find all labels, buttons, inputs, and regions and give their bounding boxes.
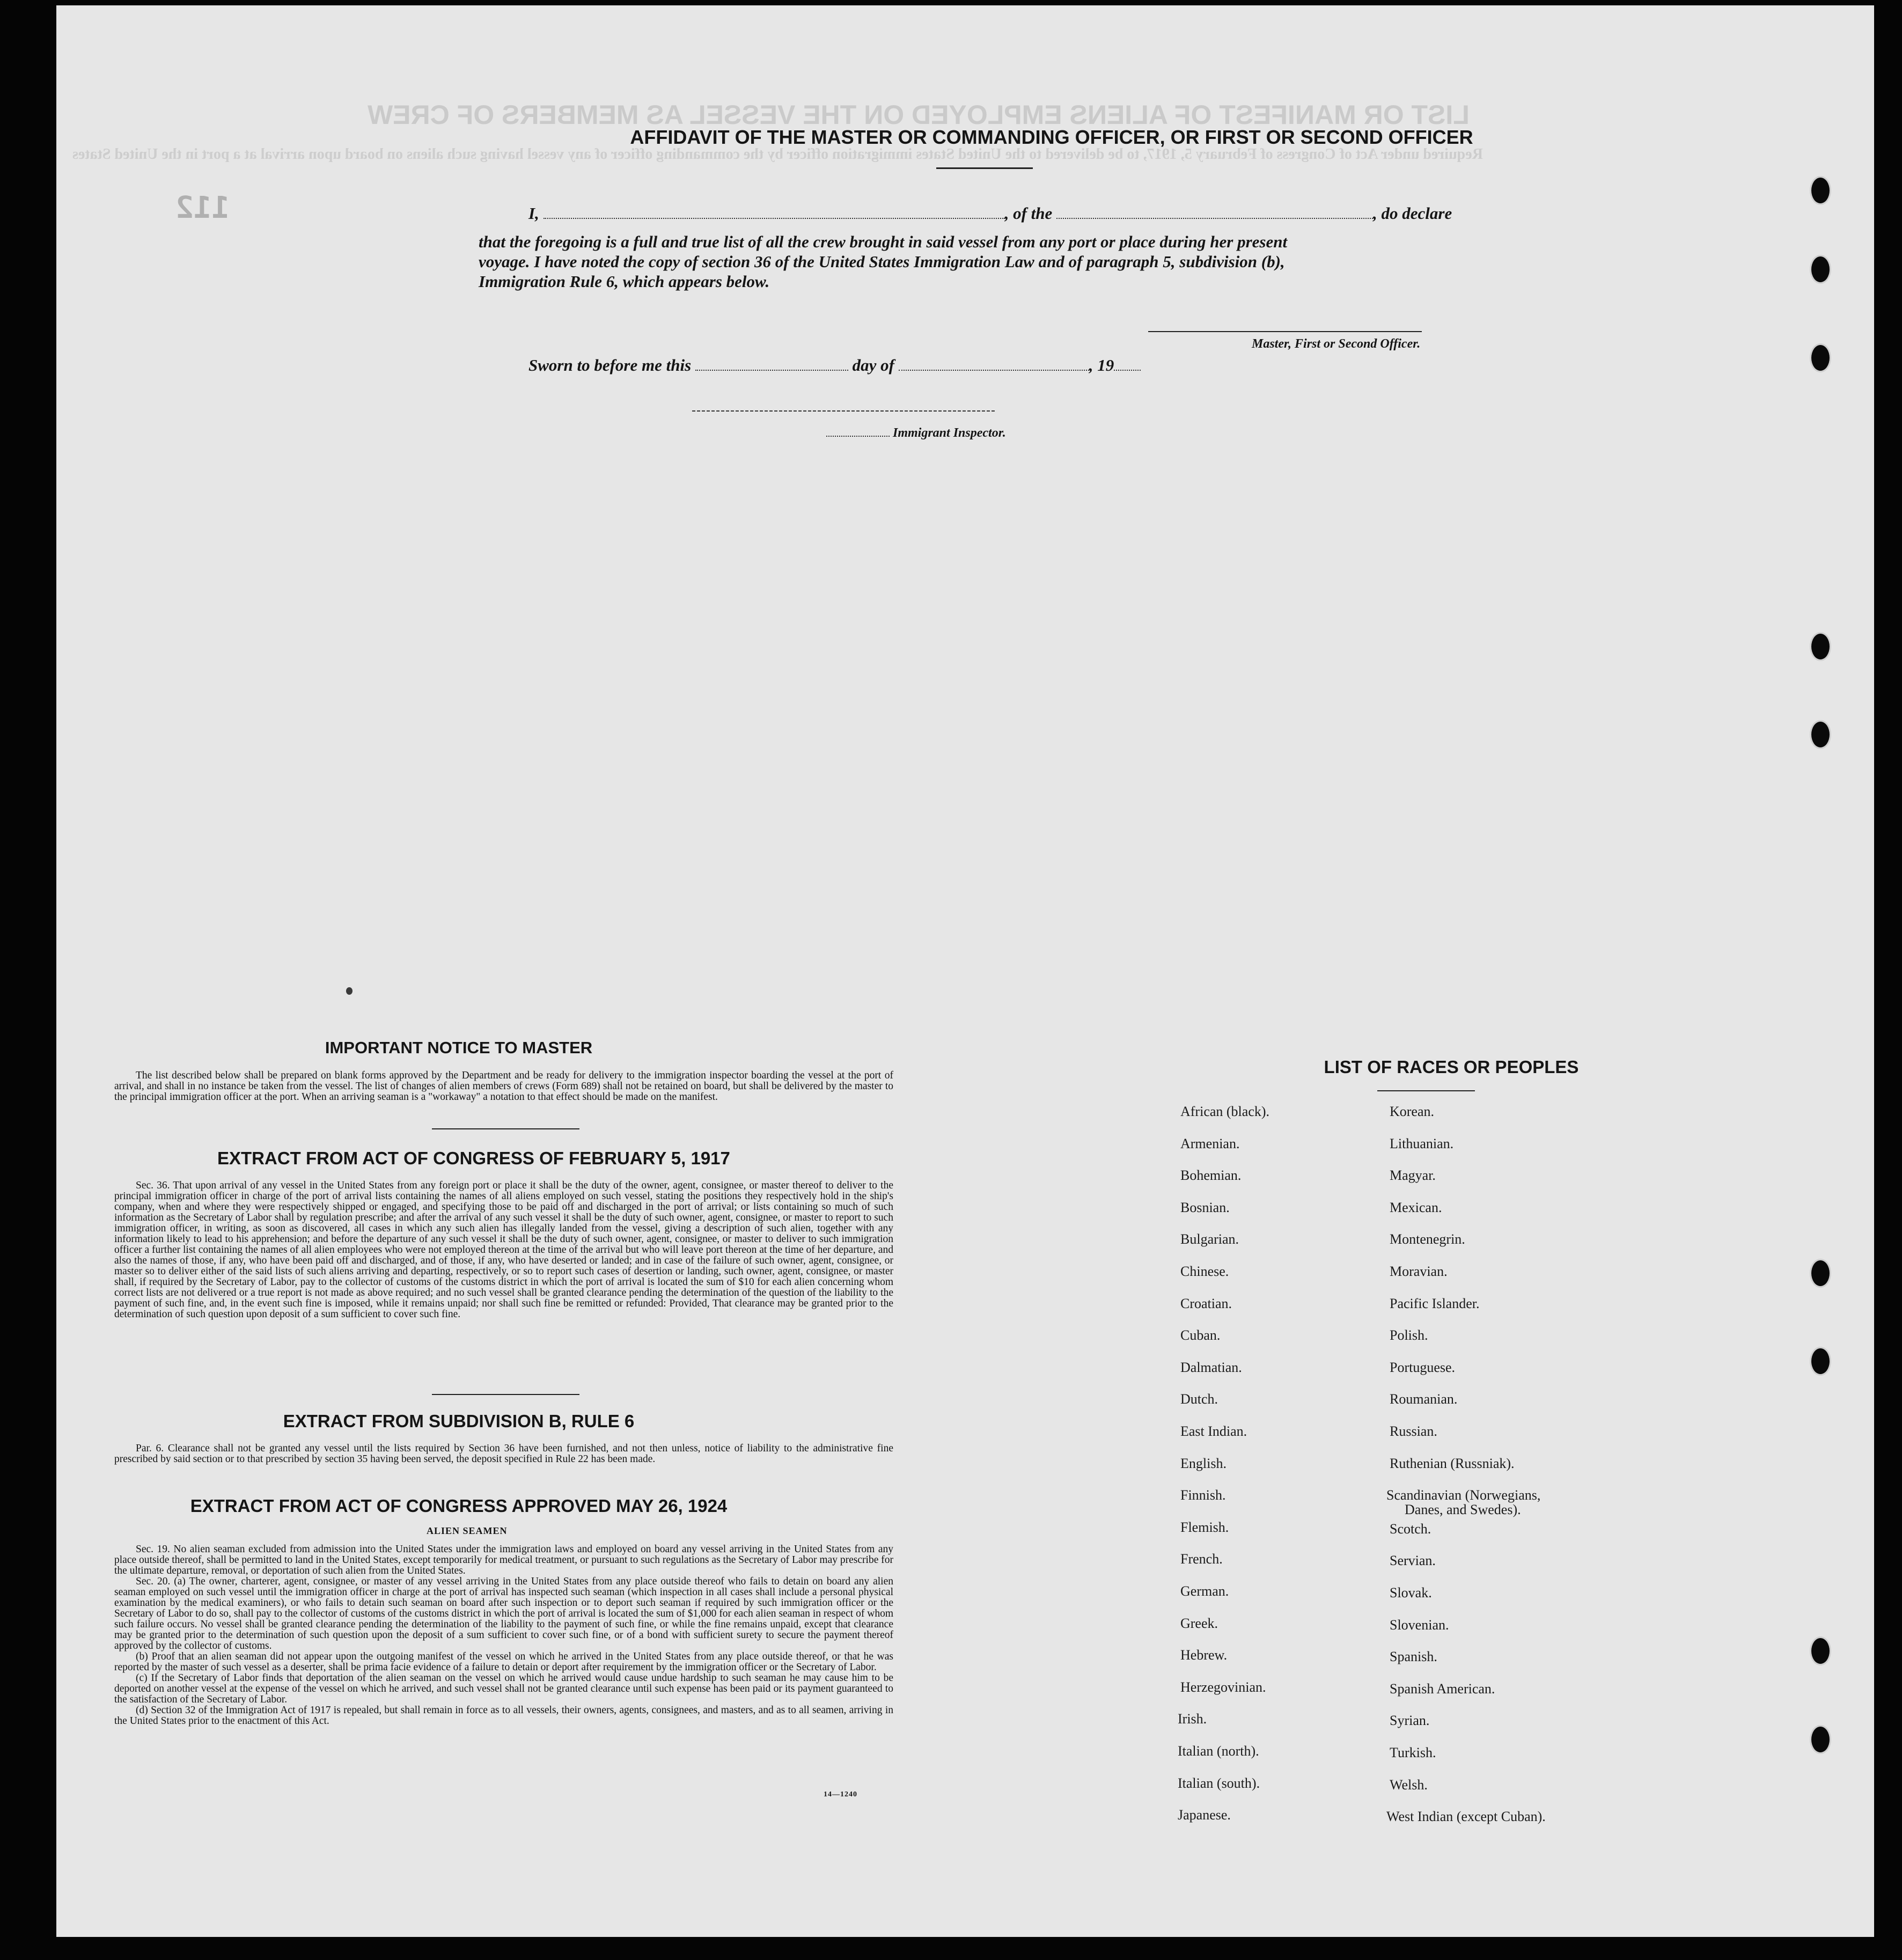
notice-text — [114, 1070, 893, 1103]
extract-1917-text — [114, 1180, 893, 1320]
affidavit-line-1 — [528, 204, 1452, 223]
master-signature-line[interactable] — [1148, 331, 1422, 332]
race-item: Danes, and Swedes). — [1405, 1502, 1521, 1518]
affidavit-statement-2: voyage. I have noted the copy of section 36 of the United States Immigration Law and of paragraph 5, subdivision (b), — [479, 252, 1285, 271]
race-item: Russian. — [1390, 1423, 1437, 1439]
sec-36-paragraph: Sec. 36. That upon arrival of any vessel in the United States from any foreign port or place it shall be the duty of the owner, agent, consignee, or master thereof to deliver to the principal immigration officer in charge of the port of arrival lists containing the names of all aliens employed on such vessel, stating the positions they respectively hold in the ship's company, when and where they were respectively shipped or engaged, and specifying those to be paid off and discharged in the port of arrival; or lists containing so much of such information as the Secretary of Labor shall by regulation prescribe; and after the arrival of any such vessel it shall be the duty of such owner, agent, consignee, or master to report to such immigration officer, in writing, as soon as discovered, all cases in which any such alien has illegally landed from the vessel, giving a description of such alien, together with any information likely to lead to his apprehension; and before the departure of any such vessel it shall be the duty of such owner, agent, consignee, or master to deliver to such immigration officer a further list containing the names of all alien employees who were not employed thereon at the time of the arrival but who will leave port thereon at the time of her departure, and also the names of those, if any, who have been paid off and discharged, and of those, if any, who have deserted or landed; and in case of the failure of such owner, agent, consignee, or master so to deliver either of the said lists of such aliens arriving and departing, respectively, or so to report such cases of desertion or landing, such owner, agent, consignee, or master shall, if required by the Secretary of Labor, pay to the collector of customs of the customs district in which the port of arrival is located the sum of $10 for each alien concerning whom correct lists are not delivered or a true report is not made as above required; and no such vessel shall be granted clearance pending the determination of the question of the liability to the payment of such fine, and, in the event such fine is imposed, while it remains unpaid; nor shall such fine be remitted or refunded: Provided, That clearance may be granted prior to the determination of such question upon deposit of a sum sufficient to cover such fine. — [114, 1180, 893, 1320]
inspector-caption: Immigrant Inspector. — [893, 426, 1006, 440]
race-item: Italian (north). — [1178, 1743, 1259, 1759]
race-item: French. — [1180, 1551, 1223, 1567]
subdivision-b-text — [114, 1443, 893, 1465]
race-item: Greek. — [1180, 1615, 1218, 1631]
sec-20a-paragraph: Sec. 20. (a) The owner, charterer, agent, consignee, or master of any vessel arriving in the United States from any place outside thereof who fails to detain on board any alien seaman employed on such vessel until the immigration officer in charge at the port of arrival has inspected such seaman (which inspection in all cases shall include a personal physical examination by the medical examiners), or who fails to detain such seaman on board after such inspection or to deport such seaman if required by such immigration officer or the Secretary of Labor to do so, shall pay to the collector of customs of the customs district in which the port of arrival is located the sum of $1,000 for each alien seaman in respect of whom such failure occurs. No vessel shall be granted clearance pending the determination of the liability to the payment of such fine, or while the fine remains unpaid, except that clearance may be granted prior to the determination of such question upon the deposit of a sum sufficient to cover such fine, or of a bond with sufficient surety to secure the payment thereof approved by the collector of customs. — [114, 1576, 893, 1651]
race-item: Welsh. — [1390, 1777, 1428, 1793]
sworn-day-blank[interactable] — [695, 358, 848, 371]
par-6-paragraph: Par. 6. Clearance shall not be granted any vessel until the lists required by Section 36 have been furnished, and not then unless, notice of liability to the administrative fine prescribed by said section or to that prescribed by section 35 having been served, the deposit specified in Rule 22 has been made. — [114, 1443, 893, 1465]
document-page — [56, 5, 1874, 1937]
punch-hole — [1810, 720, 1831, 749]
race-item: Bosnian. — [1180, 1199, 1230, 1215]
race-item: Pacific Islander. — [1390, 1295, 1480, 1311]
race-item: Magyar. — [1390, 1168, 1436, 1184]
race-item: Croatian. — [1180, 1295, 1232, 1311]
affidavit-declare: , do declare — [1373, 204, 1452, 223]
extract-1917-title: EXTRACT FROM ACT OF CONGRESS OF FEBRUARY 5, 1917 — [217, 1148, 730, 1168]
alien-seamen-subtitle: ALIEN SEAMEN — [427, 1525, 508, 1536]
race-item: Cuban. — [1180, 1327, 1221, 1344]
race-item: Roumanian. — [1390, 1391, 1458, 1407]
race-item: Spanish. — [1390, 1649, 1437, 1665]
punch-hole — [1810, 255, 1831, 284]
punch-hole — [1810, 1347, 1831, 1376]
race-item: African (black). — [1180, 1104, 1270, 1119]
race-item: Korean. — [1390, 1104, 1435, 1119]
race-item: Lithuanian. — [1390, 1135, 1454, 1151]
sec-19-paragraph: Sec. 19. No alien seaman excluded from admission into the United States under the immigration laws and employed on board any vessel arriving in the United States from any place outside thereof, shall be permitted to land in the United States, except temporarily for medical treatment, or pursuant to such regulations as the Secretary of Labor may prescribe for the ultimate departure, removal, or deportation of such alien from the United States. — [114, 1544, 893, 1576]
race-item: West Indian (except Cuban). — [1386, 1809, 1546, 1825]
punch-hole — [1810, 1636, 1831, 1665]
divider — [432, 1394, 579, 1395]
race-item: Portuguese. — [1390, 1359, 1456, 1375]
sec-20c-paragraph: (c) If the Secretary of Labor finds that deportation of the alien seaman on the vessel on which he arrived would cause undue hardship to such seaman he may cause him to be deported on another vessel at the expense of the vessel on which he arrived, and such vessel shall not be granted clearance until such expense has been paid or its payment guaranteed to the satisfaction of the Secretary of Labor. — [114, 1672, 893, 1705]
race-item: Slovenian. — [1390, 1617, 1449, 1633]
inspector-signature-line[interactable] — [692, 410, 995, 412]
notice-title: IMPORTANT NOTICE TO MASTER — [325, 1038, 593, 1057]
race-item: Slovak. — [1390, 1585, 1432, 1601]
races-title-rule — [1377, 1090, 1475, 1091]
master-signature-caption: Master, First or Second Officer. — [1252, 337, 1421, 351]
race-item: German. — [1180, 1583, 1229, 1599]
race-item: Bohemian. — [1180, 1168, 1242, 1184]
race-item: East Indian. — [1180, 1423, 1247, 1439]
race-item: Ruthenian (Russniak). — [1390, 1455, 1515, 1471]
race-item: Scandinavian (Norwegians, — [1386, 1487, 1541, 1503]
extract-1924-title: EXTRACT FROM ACT OF CONGRESS APPROVED MAY 26, 1924 — [190, 1496, 728, 1516]
day-of-label: day of — [852, 356, 894, 375]
races-title: LIST OF RACES OR PEOPLES — [1324, 1057, 1579, 1077]
punch-hole — [1810, 1259, 1831, 1288]
affidavit-statement-1: that the foregoing is a full and true list of all the crew brought in said vessel from any port or place during her present — [479, 232, 1288, 251]
race-item: Flemish. — [1180, 1519, 1229, 1535]
race-item: Mexican. — [1390, 1199, 1442, 1215]
extract-1924-text — [114, 1544, 893, 1727]
punch-hole — [1810, 632, 1831, 661]
inspector-dots — [826, 429, 890, 437]
race-item: Hebrew. — [1180, 1647, 1228, 1663]
race-item: Herzegovinian. — [1180, 1679, 1266, 1695]
divider — [432, 1128, 579, 1129]
ghost-page-number: 112 — [175, 190, 230, 225]
race-item: Japanese. — [1178, 1807, 1231, 1823]
sworn-month-blank[interactable] — [899, 358, 1089, 371]
sworn-year-blank[interactable] — [1114, 358, 1141, 371]
sworn-line — [528, 356, 1141, 375]
race-item: Moravian. — [1390, 1264, 1448, 1279]
name-blank[interactable] — [544, 206, 1005, 219]
affidavit-of-the: , of the — [1004, 204, 1053, 223]
race-item: Finnish. — [1180, 1487, 1226, 1503]
race-item: Servian. — [1390, 1553, 1436, 1569]
race-item: Turkish. — [1390, 1745, 1436, 1760]
title-rule — [936, 167, 1033, 169]
sworn-label: Sworn to before me this — [528, 356, 692, 375]
race-item: Scotch. — [1390, 1521, 1431, 1537]
race-item: Dutch. — [1180, 1391, 1218, 1407]
race-item: Bulgarian. — [1180, 1231, 1239, 1247]
ghost-manifest-subtitle: Required under Act of Congress of February 5, 1917, to be delivered to the United States immigration officer by the commanding officer of any vessel having such aliens on board upon arrival at a port in the United States — [72, 146, 1483, 163]
race-item: English. — [1180, 1455, 1227, 1471]
race-item: Armenian. — [1180, 1135, 1240, 1151]
race-item: Dalmatian. — [1180, 1359, 1242, 1375]
race-item: Irish. — [1178, 1711, 1207, 1727]
affidavit-title: AFFIDAVIT OF THE MASTER OR COMMANDING OFFICER, OR FIRST OR SECOND OFFICER — [630, 126, 1473, 148]
race-item: Montenegrin. — [1390, 1231, 1465, 1247]
inspector-line — [826, 426, 1006, 441]
affidavit-statement-3: Immigration Rule 6, which appears below. — [479, 272, 770, 291]
ink-spot — [346, 987, 353, 995]
race-item: Syrian. — [1390, 1713, 1430, 1729]
ghost-manifest-title: LIST OR MANIFEST OF ALIENS EMPLOYED ON THE VESSEL AS MEMBERS OF CREW — [368, 100, 1470, 130]
vessel-blank[interactable] — [1056, 206, 1373, 219]
punch-hole — [1810, 343, 1831, 372]
year-label: , 19 — [1089, 356, 1114, 375]
punch-hole — [1810, 176, 1831, 205]
race-item: Spanish American. — [1390, 1680, 1495, 1697]
form-number: 14—1240 — [824, 1790, 857, 1798]
race-item: Polish. — [1390, 1327, 1428, 1344]
race-item: Italian (south). — [1178, 1775, 1260, 1791]
sec-20b-paragraph: (b) Proof that an alien seaman did not appear upon the outgoing manifest of the vessel on which he arrived in the United States from any place outside thereof, or that he was reported by the master of such vessel as a deserter, shall be prima facie evidence of a failure to detain or deport after requirement by the immigration officer or the Secretary of Labor. — [114, 1651, 893, 1673]
affidavit-i: I, — [528, 204, 539, 223]
subdivision-b-title: EXTRACT FROM SUBDIVISION B, RULE 6 — [283, 1411, 635, 1431]
sec-20d-paragraph: (d) Section 32 of the Immigration Act of 1917 is repealed, but shall remain in force as to all vessels, their owners, agents, consignees, and masters, and as to all seamen, arriving in the United States prior to the enactment of this Act. — [114, 1705, 893, 1727]
race-item: Chinese. — [1180, 1264, 1229, 1279]
punch-hole — [1810, 1725, 1831, 1754]
notice-paragraph: The list described below shall be prepared on blank forms approved by the Department and be ready for delivery to the immigration inspector boarding the vessel at the port of arrival, and shall in no instance be taken from the vessel. The list of changes of alien members of crews (Form 689) shall not be retained on board, but shall be delivered by the master to the principal immigration officer at the port. When an arriving seaman is a "workaway" a notation to that effect should be made on the manifest. — [114, 1070, 893, 1103]
